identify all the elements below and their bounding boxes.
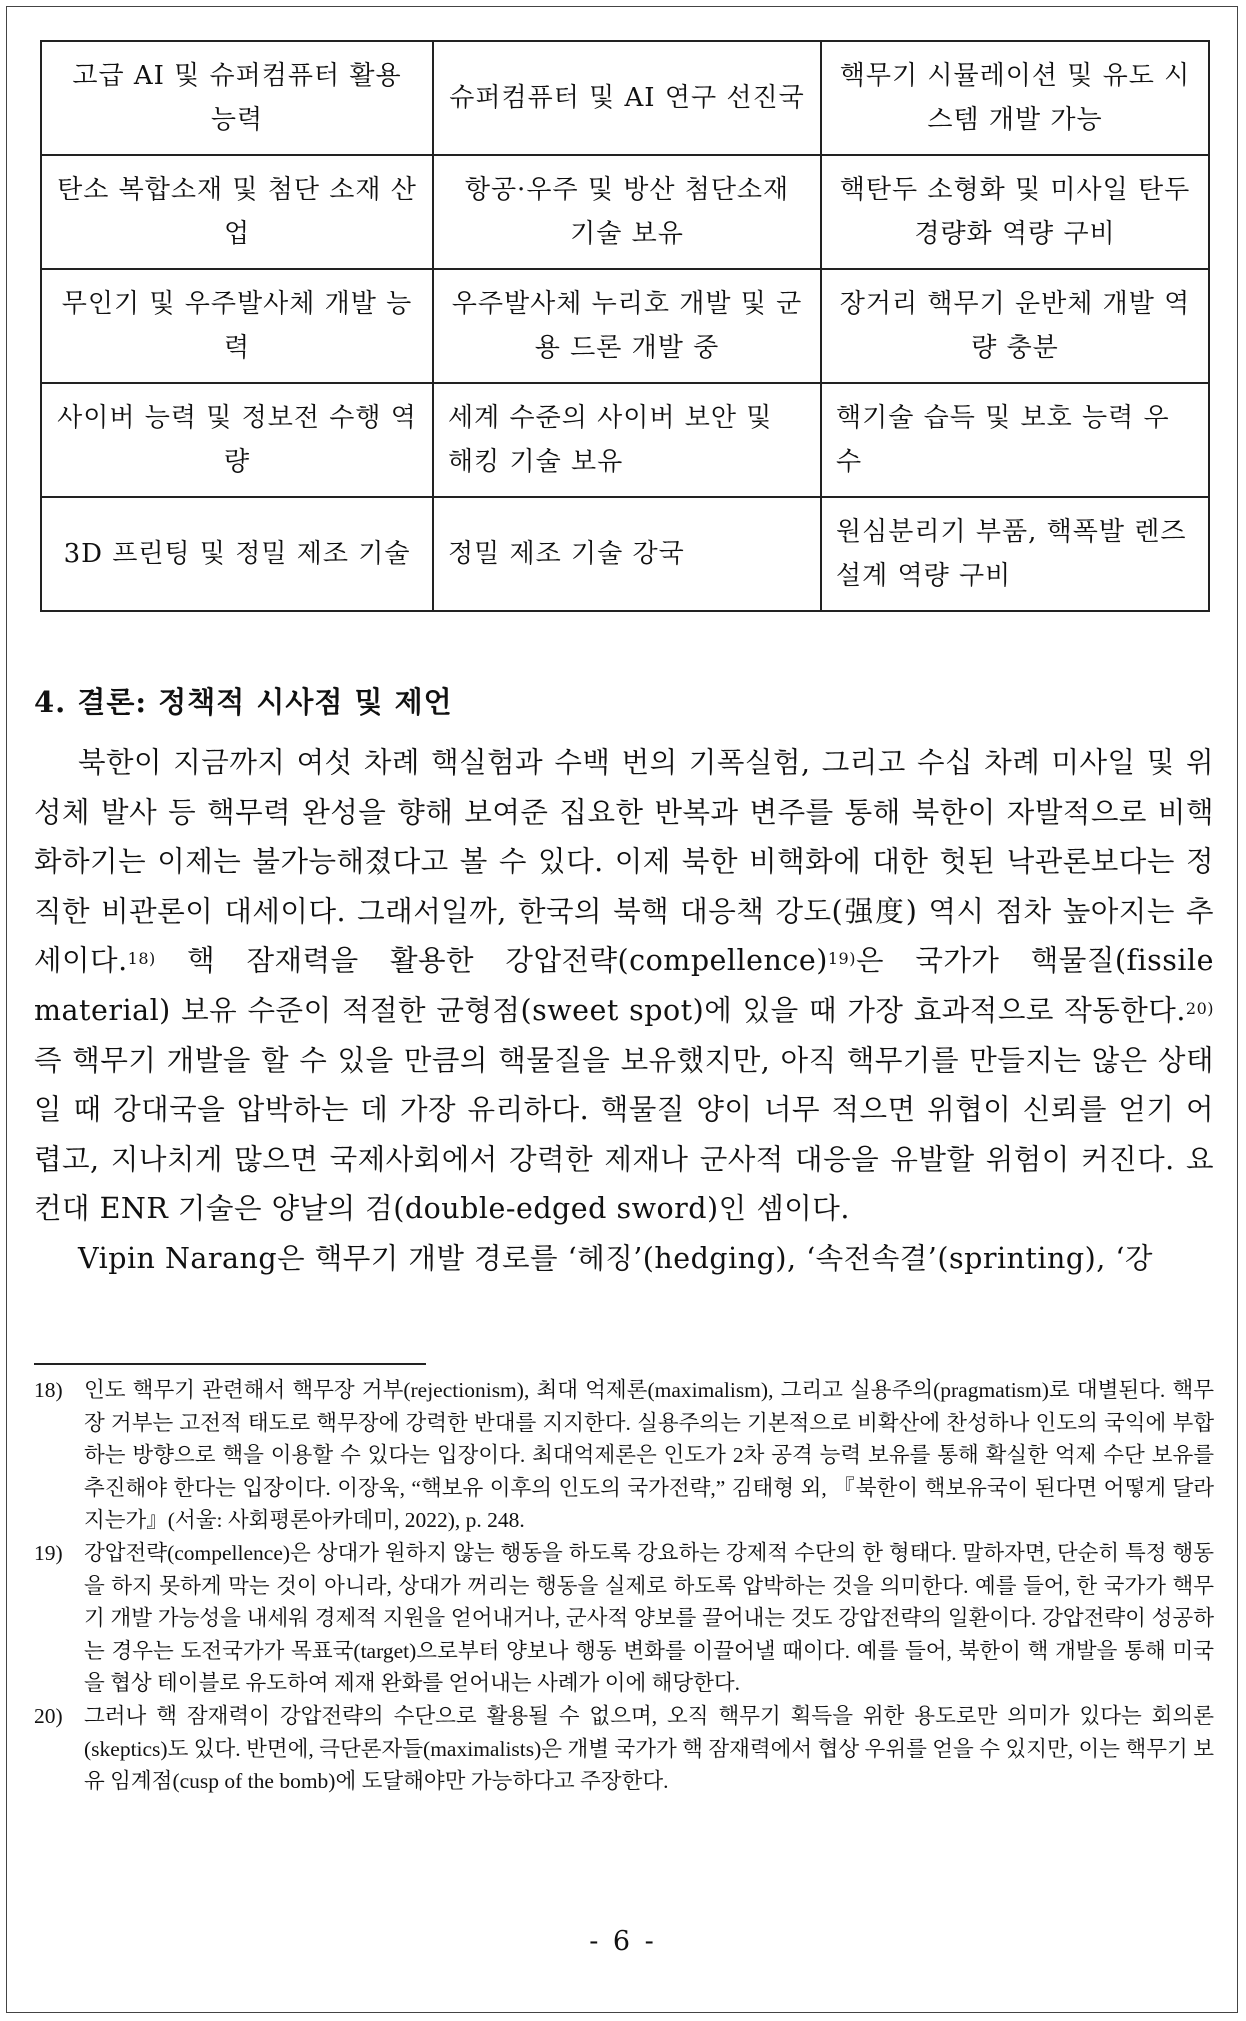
footnote-ref[interactable]: 20) xyxy=(1185,998,1214,1018)
table-cell: 장거리 핵무기 운반체 개발 역량 충분 xyxy=(821,269,1209,383)
table-row xyxy=(41,497,1209,611)
footnote-number: 18) xyxy=(34,1378,63,1402)
footnote-item xyxy=(34,1700,1214,1798)
paragraph-text: 즉 핵무기 개발을 할 수 있을 만큼의 핵물질을 보유했지만, 아직 핵무기를 만들지는 않은 상태일 때 강대국을 압박하는 데 가장 유리하다. 핵물질 양이 너무 적으면 위협이 신뢰를 얻기 어렵고, 지나치게 많으면 국제사회에서 강력한 제재나 군사적 대응을 유발할 위험이 커진다. 요컨대 ENR 기술은 양날의 검(double-edged sword)인 셈이다. xyxy=(34,1043,1214,1226)
page-number: - 6 - xyxy=(589,1926,657,1957)
footnote-item xyxy=(34,1374,1214,1537)
table-cell: 정밀 제조 기술 강국 xyxy=(433,497,821,611)
footnote-text: 인도 핵무기 관련해서 핵무장 거부(rejectionism), 최대 억제론(maximalism), 그리고 실용주의(pragmatism)로 대별된다. 핵무장 거부는 고전적 태도로 핵무장에 강력한 반대를 지지한다. 실용주의는 기본적으로 비확산에 찬성하나 인도의 국익에 부합하는 방향으로 핵을 이용할 수 있다는 입장이다. 최대억제론은 인도가 2차 공격 능력 보유를 통해 확실한 억제 수단 보유를 추진해야 한다는 입장이다. 이장욱, “핵보유 이후의 인도의 국가전략,” 김태형 외, 『북한이 핵보유국이 된다면 어떻게 달라지는가』(서울: 사회평론아카데미, 2022), p. 248. xyxy=(84,1378,1214,1533)
paragraph-text: 핵 잠재력을 활용한 강압전략(compellence) xyxy=(155,944,828,978)
footnote-text: 강압전략(compellence)은 상대가 원하지 않는 행동을 하도록 강요하는 강제적 수단의 한 형태다. 말하자면, 단순히 특정 행동을 하지 못하게 막는 것이 아니라, 상대가 꺼리는 행동을 실제로 하도록 압박하는 것을 의미한다. 예를 들어, 한 국가가 핵무기 개발 가능성을 내세워 경제적 지원을 얻어내거나, 군사적 양보를 끌어내는 것도 강압전략의 일환이다. 강압전략이 성공하는 경우는 도전국가가 목표국(target)으로부터 양보나 행동 변화를 이끌어낼 때이다. 예를 들어, 북한이 핵 개발을 통해 미국을 협상 테이블로 유도하여 제재 완화를 얻어내는 사례가 이에 해당한다. xyxy=(84,1540,1214,1696)
footnote-divider xyxy=(34,1363,426,1365)
body-text xyxy=(34,738,1214,1284)
table-cell: 무인기 및 우주발사체 개발 능력 xyxy=(41,269,433,383)
table-cell: 핵기술 습득 및 보호 능력 우수 xyxy=(821,383,1209,497)
capability-table xyxy=(40,40,1210,612)
table-cell: 세계 수준의 사이버 보안 및 해킹 기술 보유 xyxy=(433,383,821,497)
table-cell: 3D 프린팅 및 정밀 제조 기술 xyxy=(41,497,433,611)
table-cell: 핵탄두 소형화 및 미사일 탄두 경량화 역량 구비 xyxy=(821,155,1209,269)
paragraph-text: 은 국가가 핵물질(fissile material) 보유 수준이 적절한 균형점(sweet spot)에 있을 때 가장 효과적으로 작동한다. xyxy=(34,944,1214,1027)
table-cell: 우주발사체 누리호 개발 및 군용 드론 개발 중 xyxy=(433,269,821,383)
table-cell: 탄소 복합소재 및 첨단 소재 산업 xyxy=(41,155,433,269)
table-row xyxy=(41,155,1209,269)
table-row xyxy=(41,269,1209,383)
footnote-ref[interactable]: 18) xyxy=(127,949,156,969)
paragraph-conclusion xyxy=(34,738,1214,1234)
footnotes xyxy=(34,1374,1214,1798)
table-row xyxy=(41,41,1209,155)
table-row xyxy=(41,383,1209,497)
table-cell: 사이버 능력 및 정보전 수행 역량 xyxy=(41,383,433,497)
table-cell: 고급 AI 및 슈퍼컴퓨터 활용 능력 xyxy=(41,41,433,155)
footnote-ref[interactable]: 19) xyxy=(827,949,856,969)
table-cell: 원심분리기 부품, 핵폭발 렌즈 설계 역량 구비 xyxy=(821,497,1209,611)
footnote-number: 19) xyxy=(34,1540,63,1565)
table-cell: 핵무기 시뮬레이션 및 유도 시스템 개발 가능 xyxy=(821,41,1209,155)
paragraph-text: 북한이 지금까지 여섯 차례 핵실험과 수백 번의 기폭실험, 그리고 수십 차례 미사일 및 위성체 발사 등 핵무력 완성을 향해 보여준 집요한 반복과 변주를 통해 북한이 자발적으로 비핵화하기는 이제는 불가능해졌다고 볼 수 있다. 이제 북한 비핵화에 대한 헛된 낙관론보다는 정직한 비관론이 대세이다. 그래서일까, 한국의 북핵 대응책 강도(强度) 역시 점차 높아지는 추세이다. xyxy=(34,746,1214,978)
table-cell: 슈퍼컴퓨터 및 AI 연구 선진국 xyxy=(433,41,821,155)
section-heading: 4. 결론: 정책적 시사점 및 제언 xyxy=(34,685,453,719)
footnote-text: 그러나 핵 잠재력이 강압전략의 수단으로 활용될 수 없으며, 오직 핵무기 획득을 위한 용도로만 의미가 있다는 회의론(skeptics)도 있다. 반면에, 극단론자들(maximalists)은 개별 국가가 핵 잠재력에서 협상 우위를 얻을 수 있지만, 이는 핵무기 보유 임계점(cusp of the bomb)에 도달해야만 가능하다고 주장한다. xyxy=(84,1703,1214,1794)
paragraph-narang: Vipin Narang은 핵무기 개발 경로를 ‘헤징’(hedging), ‘속전속결’(sprinting), ‘강 xyxy=(78,1241,1153,1275)
table-cell: 항공·우주 및 방산 첨단소재 기술 보유 xyxy=(433,155,821,269)
footnote-number: 20) xyxy=(34,1703,63,1728)
footnote-item xyxy=(34,1537,1214,1700)
